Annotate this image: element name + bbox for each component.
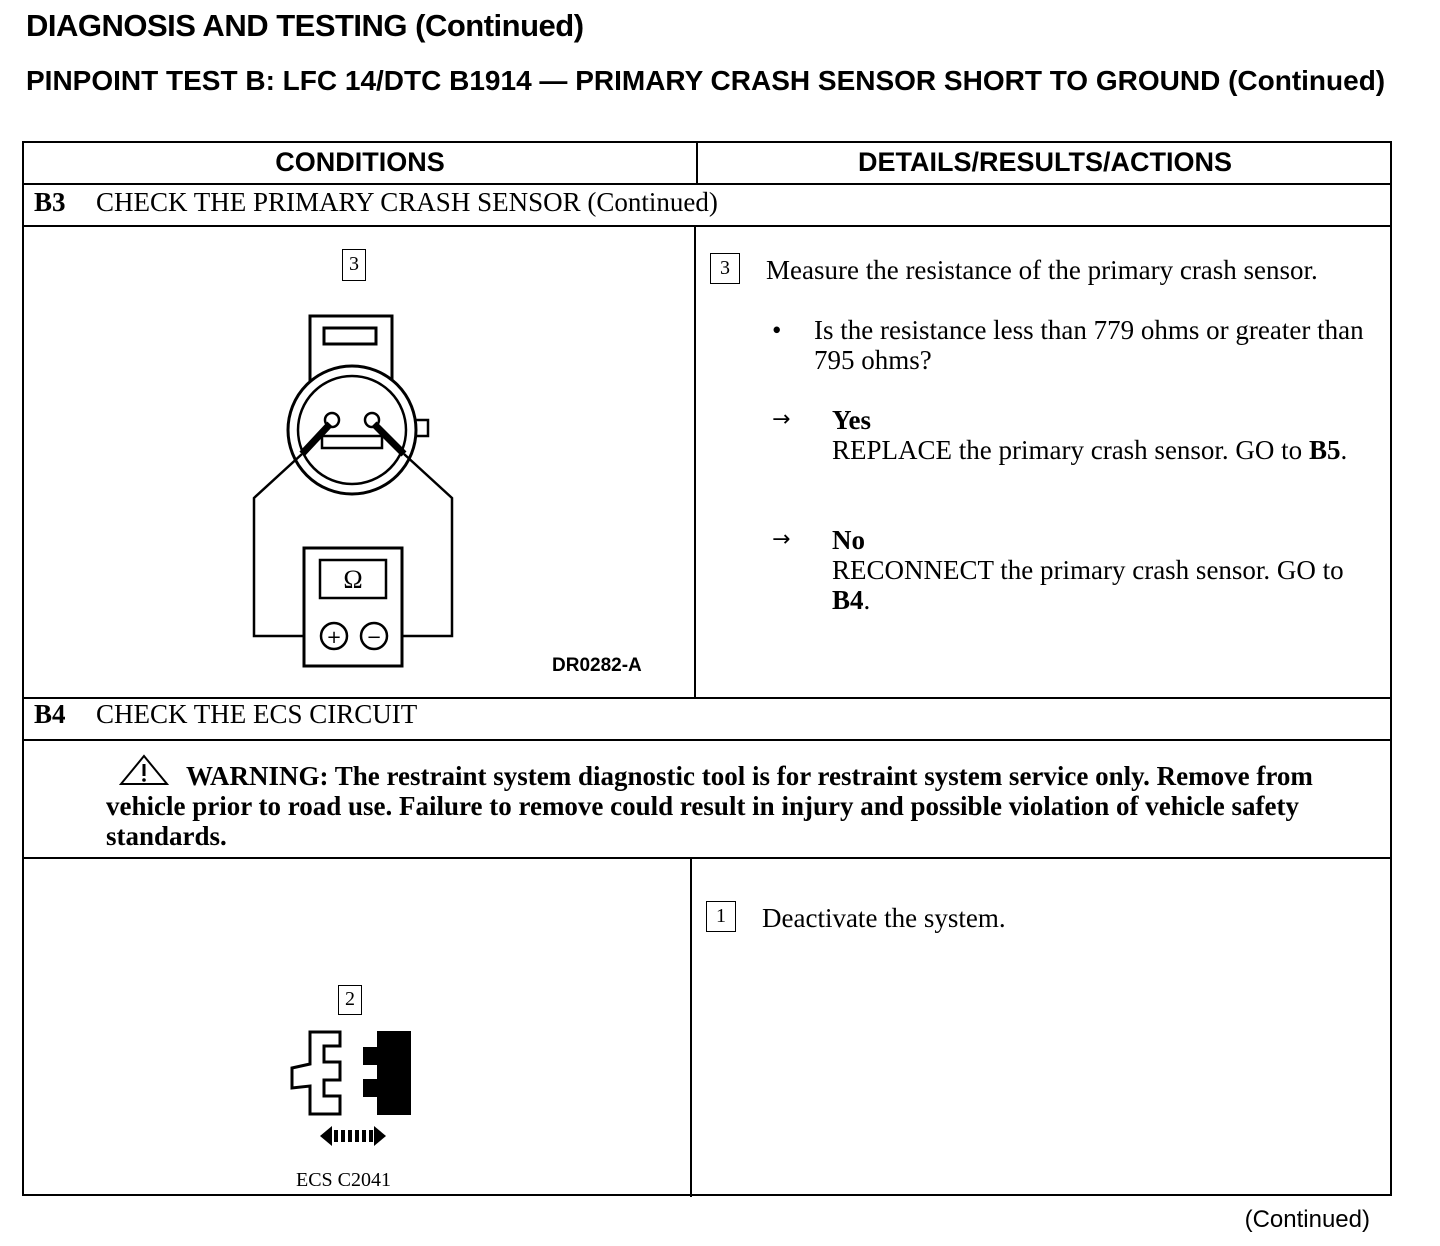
header-divider bbox=[696, 143, 698, 183]
column-divider bbox=[690, 857, 692, 1197]
ecs-connector-diagram bbox=[284, 1028, 414, 1158]
crash-sensor-ohmmeter-diagram bbox=[244, 308, 454, 668]
minus-terminal-icon: − bbox=[366, 627, 382, 648]
figure-code: DR0282-A bbox=[552, 655, 642, 676]
continued-footer: (Continued) bbox=[1244, 1206, 1370, 1233]
step-heading-b4 bbox=[34, 699, 417, 730]
question-resistance: Is the resistance less than 779 ohms or greater than 795 ohms? bbox=[814, 315, 1364, 375]
result-no-label: No bbox=[832, 525, 865, 555]
ohm-symbol: Ω bbox=[343, 565, 363, 594]
instruction-measure: Measure the resistance of the primary crash sensor. bbox=[766, 255, 1318, 285]
bullet-icon: • bbox=[772, 315, 782, 345]
result-yes-action: REPLACE the primary crash sensor. GO to B5. bbox=[832, 435, 1348, 465]
step-heading-b3 bbox=[34, 187, 718, 218]
goto-b5-link[interactable]: B5 bbox=[1308, 435, 1341, 465]
column-header-conditions: CONDITIONS bbox=[275, 147, 445, 177]
arrow-right-icon: → bbox=[772, 407, 791, 432]
step-box-1: 1 bbox=[706, 901, 736, 932]
column-header-details: DETAILS/RESULTS/ACTIONS bbox=[857, 147, 1232, 177]
step-title-b4: CHECK THE ECS CIRCUIT bbox=[96, 699, 418, 729]
plus-terminal-icon: + bbox=[326, 627, 342, 648]
instruction-deactivate: Deactivate the system. bbox=[762, 903, 1006, 933]
step-id-b4: B4 bbox=[34, 699, 66, 729]
pinpoint-test-title: PINPOINT TEST B: LFC 14/DTC B1914 — PRIMARY CRASH SENSOR SHORT TO GROUND (Continued) bbox=[26, 65, 1386, 96]
goto-b4-link[interactable]: B4 bbox=[832, 585, 864, 615]
result-no-action: RECONNECT the primary crash sensor. GO to B4. bbox=[832, 555, 1344, 615]
column-divider bbox=[694, 225, 696, 697]
figure-step-box-2: 2 bbox=[338, 985, 362, 1015]
result-yes-label: Yes bbox=[832, 405, 871, 435]
arrow-right-icon: → bbox=[772, 527, 791, 552]
step-id-b3: B3 bbox=[34, 187, 66, 217]
step-title-b3: CHECK THE PRIMARY CRASH SENSOR (Continued) bbox=[96, 187, 718, 217]
warning-text: WARNING: The restraint system diagnostic tool is for restraint system service only. Remove from vehicle prior to road use. Failure to remove could result in injury and possible violation of vehicle safety standards. bbox=[106, 761, 1313, 851]
row-divider bbox=[24, 183, 1390, 185]
page-title: DIAGNOSIS AND TESTING (Continued) bbox=[26, 8, 584, 43]
figure-step-box-3: 3 bbox=[342, 249, 366, 281]
connector-label: ECS C2041 bbox=[296, 1169, 392, 1191]
diagnostic-table bbox=[22, 141, 1392, 1196]
row-divider bbox=[24, 225, 1390, 227]
row-divider bbox=[24, 739, 1390, 741]
row-divider bbox=[24, 857, 1390, 859]
step-box-3: 3 bbox=[710, 253, 740, 284]
